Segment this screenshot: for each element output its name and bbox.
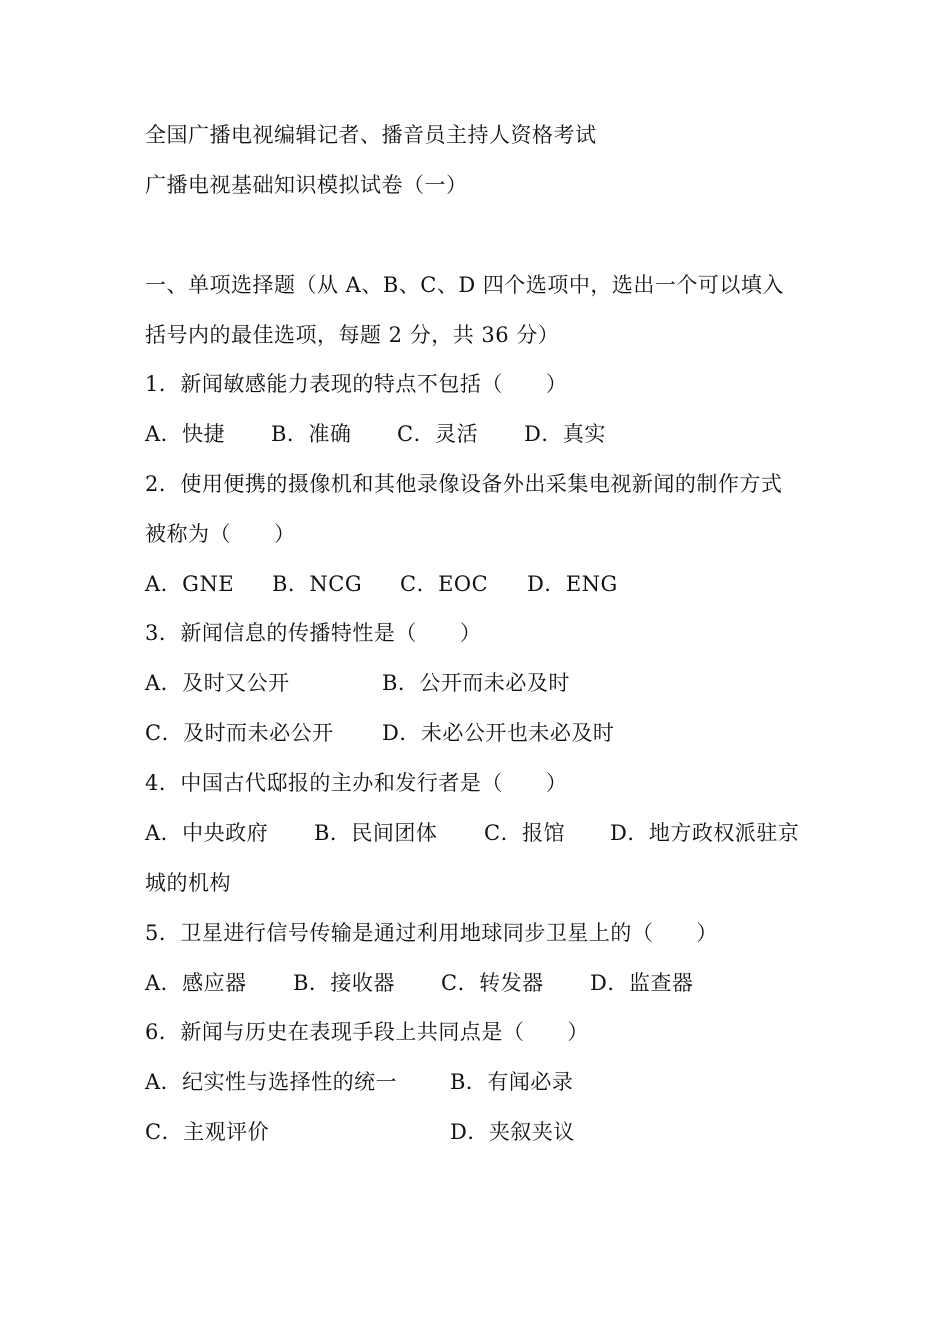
question-2-stem: 2．使用便携的摄像机和其他录像设备外出采集电视新闻的制作方式 xyxy=(145,472,783,496)
question-1-option-b: B．准确 xyxy=(271,422,352,446)
exam-title: 全国广播电视编辑记者、播音员主持人资格考试 xyxy=(145,123,597,147)
question-3-option-b: B．公开而未必及时 xyxy=(382,671,570,695)
question-5-option-c: C．转发器 xyxy=(441,971,544,995)
question-6-option-c: C．主观评价 xyxy=(145,1120,270,1144)
question-1-option-c: C．灵活 xyxy=(397,422,479,446)
question-6-option-d: D．夹叙夹议 xyxy=(450,1120,575,1144)
question-4-option-c: C．报馆 xyxy=(484,821,566,845)
question-1-option-d: D．真实 xyxy=(524,422,606,446)
question-5-option-d: D．监查器 xyxy=(590,971,694,995)
question-6-stem: 6．新闻与历史在表现手段上共同点是（ ） xyxy=(145,1020,589,1044)
question-2-option-b: B．NCG xyxy=(272,572,363,596)
question-5-option-a: A．感应器 xyxy=(145,971,247,995)
question-2-stem-continued: 被称为（ ） xyxy=(145,522,296,546)
paper-title: 广播电视基础知识模拟试卷（一） xyxy=(145,173,468,197)
question-3-stem: 3．新闻信息的传播特性是（ ） xyxy=(145,621,482,645)
question-2-option-c: C．EOC xyxy=(400,572,489,596)
section-heading-continued: 括号内的最佳选项，每题 2 分，共 36 分） xyxy=(145,323,560,347)
question-4-option-d-continued: 城的机构 xyxy=(145,871,231,895)
question-3-option-c: C．及时而未必公开 xyxy=(145,721,334,745)
question-5-stem: 5．卫星进行信号传输是通过利用地球同步卫星上的（ ） xyxy=(145,921,718,945)
question-5-option-b: B．接收器 xyxy=(293,971,395,995)
question-1-option-a: A．快捷 xyxy=(145,422,226,446)
question-6-option-a: A．纪实性与选择性的统一 xyxy=(145,1070,398,1094)
question-2-option-a: A．GNE xyxy=(145,572,235,596)
question-4-stem: 4．中国古代邸报的主办和发行者是（ ） xyxy=(145,771,568,795)
section-heading: 一、单项选择题（从 A、B、C、D 四个选项中，选出一个可以填入 xyxy=(145,273,784,297)
question-1-stem: 1．新闻敏感能力表现的特点不包括（ ） xyxy=(145,372,568,396)
question-4-option-b: B．民间团体 xyxy=(314,821,438,845)
question-4-option-a: A．中央政府 xyxy=(145,821,269,845)
question-4-option-d: D．地方政权派驻京 xyxy=(610,821,800,845)
question-3-option-a: A．及时又公开 xyxy=(145,671,290,695)
question-6-option-b: B．有闻必录 xyxy=(450,1070,574,1094)
question-2-option-d: D．ENG xyxy=(527,572,618,596)
question-3-option-d: D．未必公开也未必及时 xyxy=(382,721,615,745)
